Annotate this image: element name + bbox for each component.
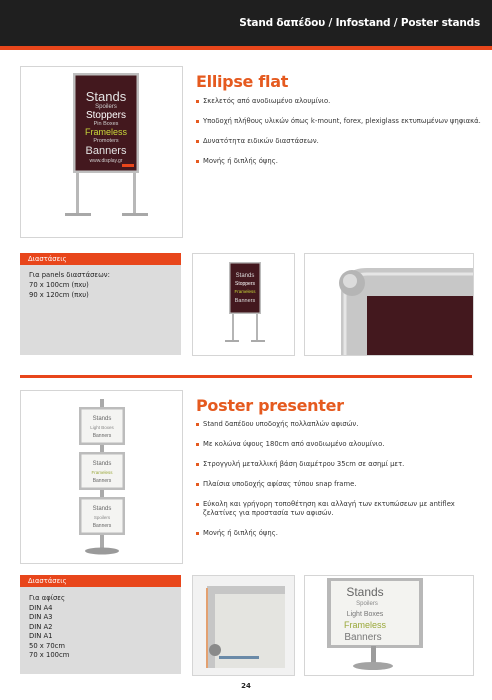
poster-line-url: www.display.gr: [89, 158, 123, 164]
frame1-stands: Stands: [92, 416, 112, 422]
ellipse-corner-detail-image: [304, 253, 474, 356]
page-header: [0, 0, 492, 46]
poster-line-promoters: Promoters: [93, 138, 119, 144]
poster-presenter-title: Poster presenter: [196, 396, 344, 415]
frame3-stands: Stands: [92, 506, 112, 512]
feature-item: Υποδοχή πλήθους υλικών όπως k-mount, forex, plexiglass εκτυπωμένων ψηφιακά.: [196, 117, 486, 126]
dimension-line: 70 x 100cm: [29, 651, 70, 659]
dimension-line: Για αφίσες: [29, 594, 65, 602]
small-poster-stands: Stands: [235, 273, 255, 279]
frame3-spoilers: Spoilers: [93, 515, 111, 520]
poster-line-banners: Banners: [85, 145, 127, 157]
dimension-line: 50 x 70cm: [29, 641, 65, 650]
feature-item: Σκελετός από ανοδιωμένο αλουμίνιο.: [196, 97, 486, 106]
frame2-banners: Banners: [92, 478, 112, 484]
dimension-line: DIN A3: [29, 613, 53, 621]
header-title: Stand δαπέδου / Infostand / Poster stands: [239, 17, 480, 29]
dimension-line: Για panels διαστάσεων:: [29, 271, 110, 279]
frame1-lightboxes: Light Boxes: [90, 425, 114, 430]
header-accent-line: [0, 46, 492, 50]
dimension-line: 90 x 120cm (πxυ): [29, 290, 89, 299]
page-number: 24: [241, 682, 251, 690]
feature-item: Μονής ή διπλής όψης.: [196, 157, 486, 166]
feature-item: Στρογγυλή μεταλλική βάση διαμέτρου 35cm σε ασημί μετ.: [196, 460, 486, 469]
ellipse-flat-title: Ellipse flat: [196, 72, 289, 91]
frame-corner-illustration: [305, 254, 473, 355]
feature-item: Stand δαπέδου υποδοχής πολλαπλών αφισών.: [196, 420, 486, 429]
poster-line-stands: Stands: [85, 89, 127, 104]
frame2-stands: Stands: [92, 461, 112, 467]
poster-presenter-illustration: [21, 391, 182, 563]
dimensions-header: Διαστάσεις: [20, 253, 181, 265]
ellipse-stand-illustration: [21, 67, 182, 237]
poster-presenter-main-image: [20, 390, 183, 564]
frame1-banners: Banners: [92, 433, 112, 439]
small-poster-banners: Banners: [234, 298, 256, 304]
closeup-stands: Stands: [346, 585, 384, 599]
poster-line-pinboxes: Pin Boxes: [93, 121, 119, 127]
feature-item: Μονής ή διπλής όψης.: [196, 529, 486, 538]
feature-item: Με κολώνα ύψους 180cm από ανοδιωμένο αλουμίνιο.: [196, 440, 486, 449]
closeup-lightboxes: Light Boxes: [346, 611, 384, 618]
presenter-closeup-image: [304, 575, 474, 676]
poster-line-spoilers: Spoilers: [95, 104, 117, 110]
closeup-banners: Banners: [344, 632, 382, 643]
ellipse-small-image: [192, 253, 295, 356]
dimension-line: DIN A2: [29, 622, 53, 631]
presenter-frame-closeup-illustration: [305, 576, 473, 675]
small-poster-stoppers: Stoppers: [234, 281, 256, 287]
feature-item: Δυνατότητα ειδικών διαστάσεων.: [196, 137, 486, 146]
poster-presenter-features: [196, 420, 486, 538]
presenter-dimensions-box: [20, 575, 181, 674]
closeup-frameless: Frameless: [343, 620, 387, 630]
section-divider: [20, 375, 472, 378]
dimensions-header: Διαστάσεις: [20, 575, 181, 587]
frame2-frameless: Frameless: [91, 470, 113, 475]
presenter-frame-detail-image: [192, 575, 295, 676]
small-poster-frameless: Frameless: [234, 289, 256, 294]
ellipse-dimensions-box: [20, 253, 181, 355]
ellipse-flat-features: [196, 97, 486, 166]
snap-frame-detail-illustration: [193, 576, 294, 675]
poster-line-stoppers: Stoppers: [85, 110, 127, 121]
ellipse-flat-main-image: [20, 66, 183, 238]
poster-line-frameless: Frameless: [84, 127, 128, 137]
closeup-spoilers: Spoilers: [356, 601, 378, 607]
feature-item: Πλαίσια υποδοχής αφίσας τύπου snap frame.: [196, 480, 486, 489]
dimension-line: DIN A4: [29, 603, 53, 612]
feature-item: Εύκολη και γρήγορη τοποθέτηση και αλλαγή των εκτυπώσεων με antiflex ζελατίνες για προστασία των αφισών.: [196, 500, 486, 518]
ellipse-stand-small-illustration: [193, 254, 294, 355]
dimension-line: 70 x 100cm (πxυ): [29, 280, 89, 289]
frame3-banners: Banners: [92, 523, 112, 529]
dimension-line: DIN A1: [29, 632, 53, 640]
